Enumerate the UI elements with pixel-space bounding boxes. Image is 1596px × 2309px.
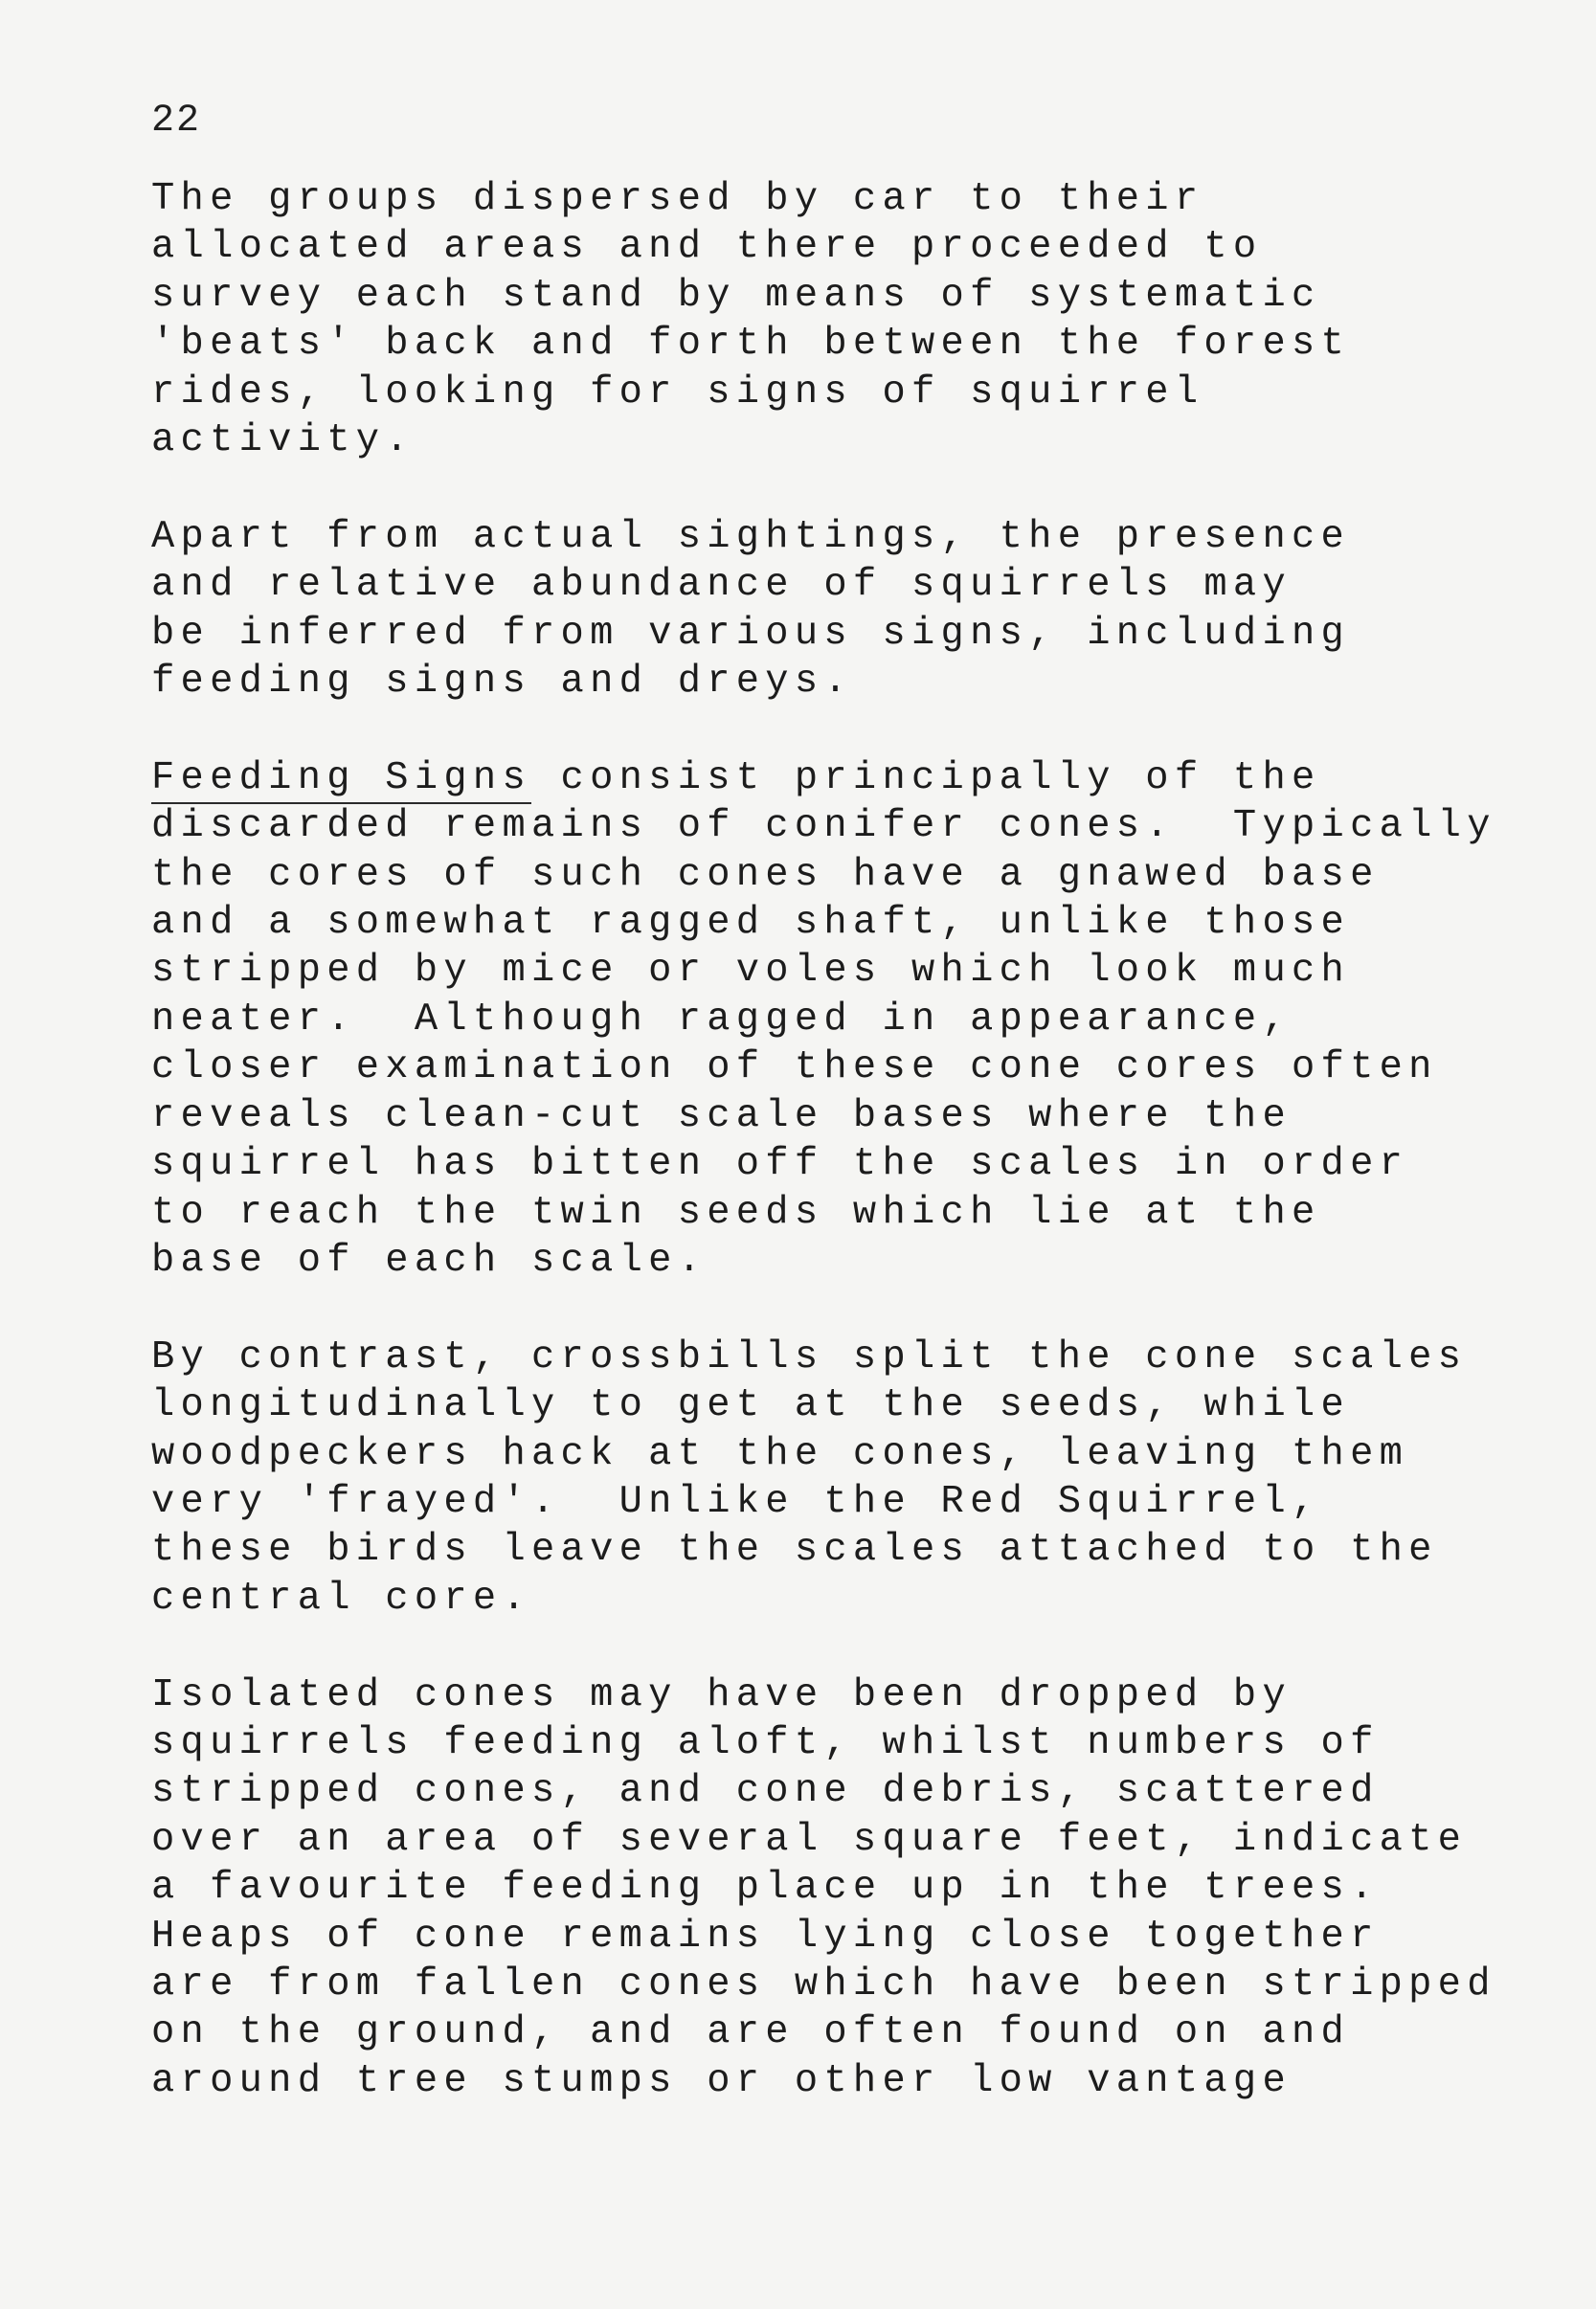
text-line: the cores of such cones have a gnawed base <box>151 852 1380 897</box>
text-line: rides, looking for signs of squirrel <box>151 370 1204 415</box>
text-line: base of each scale. <box>151 1238 708 1283</box>
text-line <box>151 754 1568 802</box>
text-line: Apart from actual sightings, the presence <box>151 514 1351 559</box>
text-line: reveals clean-cut scale bases where the <box>151 1093 1292 1138</box>
text-line: By contrast, crossbills split the cone scales <box>151 1334 1468 1379</box>
text-line: around tree stumps or other low vantage <box>151 2058 1292 2103</box>
text-line: on the ground, and are often found on and <box>151 2010 1351 2055</box>
paragraph-isolated-cones <box>151 1671 1568 2106</box>
heading-line-rest: consist principally of the <box>531 755 1321 800</box>
paragraph-crossbills <box>151 1334 1568 1623</box>
text-line: Isolated cones may have been dropped by <box>151 1672 1292 1717</box>
text-line: be inferred from various signs, including <box>151 611 1351 656</box>
text-line: allocated areas and there proceeded to <box>151 225 1263 270</box>
feeding-signs-heading: Feeding Signs <box>151 756 531 804</box>
body-text <box>151 175 1568 2154</box>
text-line: 'beats' back and forth between the forest <box>151 322 1351 367</box>
text-line: activity. <box>151 418 415 463</box>
text-line: The groups dispersed by car to their <box>151 177 1204 221</box>
text-line: to reach the twin seeds which lie at the <box>151 1190 1321 1235</box>
paragraph-survey-method <box>151 175 1568 464</box>
text-line: are from fallen cones which have been stripped <box>151 1962 1496 2006</box>
text-line: Heaps of cone remains lying close together <box>151 1914 1380 1959</box>
text-line: and a somewhat ragged shaft, unlike those <box>151 901 1351 946</box>
text-line: woodpeckers hack at the cones, leaving them <box>151 1431 1409 1476</box>
text-line: discarded remains of conifer cones. Typically <box>151 804 1496 849</box>
text-line: very 'frayed'. Unlike the Red Squirrel, <box>151 1479 1321 1524</box>
text-line: neater. Although ragged in appearance, <box>151 997 1292 1042</box>
text-line: and relative abundance of squirrels may <box>151 563 1292 608</box>
text-line: central core. <box>151 1576 531 1621</box>
text-line: stripped by mice or voles which look much <box>151 949 1351 994</box>
text-line: stripped cones, and cone debris, scattered <box>151 1769 1380 1814</box>
paragraph-feeding-signs <box>151 754 1568 1285</box>
text-line: longitudinally to get at the seeds, while <box>151 1383 1351 1428</box>
text-line: closer examination of these cone cores often <box>151 1045 1438 1090</box>
text-line: a favourite feeding place up in the trees. <box>151 1866 1380 1911</box>
text-line: squirrel has bitten off the scales in order <box>151 1142 1409 1187</box>
page-number: 22 <box>151 100 202 143</box>
text-line: over an area of several square feet, indicate <box>151 1817 1468 1862</box>
paragraph-signs-intro <box>151 513 1568 706</box>
text-line: survey each stand by means of systematic <box>151 273 1321 318</box>
text-line: feeding signs and dreys. <box>151 660 853 705</box>
text-line: squirrels feeding aloft, whilst numbers of <box>151 1720 1380 1765</box>
text-line: these birds leave the scales attached to the <box>151 1528 1438 1573</box>
